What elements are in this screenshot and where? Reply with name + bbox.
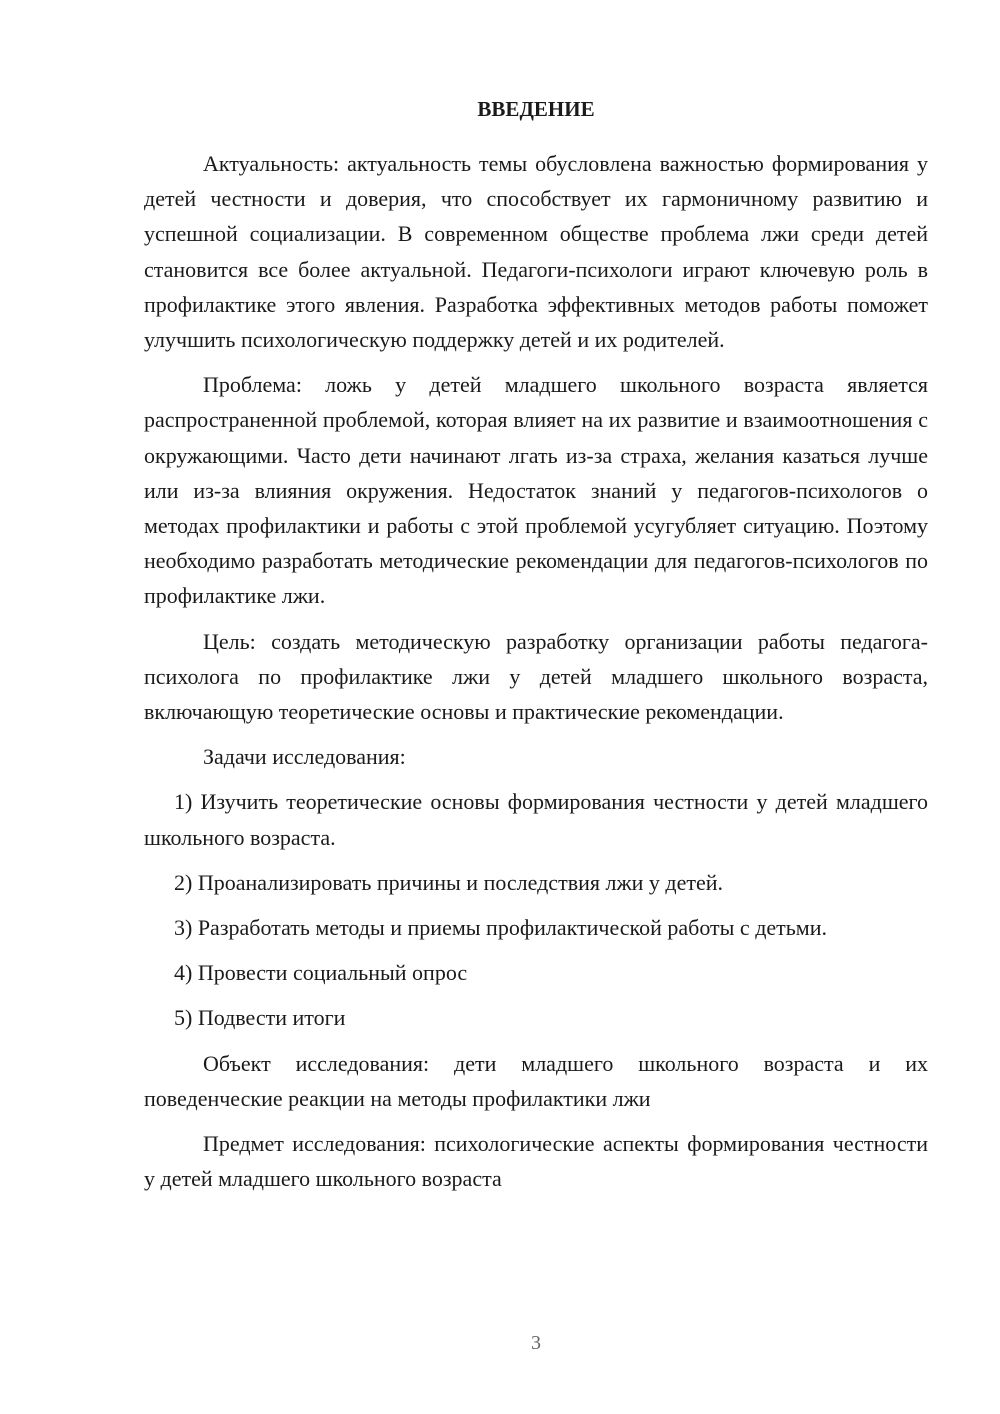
task-item: 3) Разработать методы и приемы профилактической работы с детьми. xyxy=(174,915,827,941)
task-item: 4) Провести социальный опрос xyxy=(174,960,468,986)
goal-paragraph: Цель: создать методическую разработку организации работы педагога-психолога по профилактике лжи у детей младшего школьного возраста, включающую теоретические основы и практические рекомендации. xyxy=(144,628,928,725)
relevance-paragraph: Актуальность: актуальность темы обусловлена важностью формирования у детей честности и доверия, что способствует их гармоничному развитию и успешной социализации. В современном обществе проблема лжи среди детей становится все более актуальной. Педагоги-психологи играют ключевую роль в профилактике этого явления. Разработка эффективных методов работы поможет улучшить психологическую поддержку детей и их родителей. xyxy=(144,151,928,353)
task-item: 2) Проанализировать причины и последствия лжи у детей. xyxy=(174,869,724,895)
tasks-list xyxy=(144,784,928,1035)
problem-paragraph: Проблема: ложь у детей младшего школьного возраста является распространенной проблемой, которая влияет на их развитие и взаимоотношения с окружающими. Часто дети начинают лгать из-за страха, желания казаться лучше или из-за влияния окружения. Недостаток знаний у педагогов-психологов о методах профилактики и работы с этой проблемой усугубляет ситуацию. Поэтому необходимо разработать методические рекомендации для педагогов-психологов по профилактике лжи. xyxy=(144,372,928,609)
tasks-heading: Задачи исследования: xyxy=(203,744,406,770)
object-paragraph: Объект исследования: дети младшего школьного возраста и их поведенческие реакции на методы профилактики лжи xyxy=(144,1050,928,1111)
subject-paragraph: Предмет исследования: психологические аспекты формирования честности у детей младшего школьного возраста xyxy=(144,1131,928,1192)
page-number: 3 xyxy=(531,1332,541,1354)
task-item: 5) Подвести итоги xyxy=(174,1005,346,1031)
task-item: 1) Изучить теоретические основы формирования честности у детей младшего школьного возраста. xyxy=(144,789,928,850)
page-title: ВВЕДЕНИЕ xyxy=(477,97,595,121)
